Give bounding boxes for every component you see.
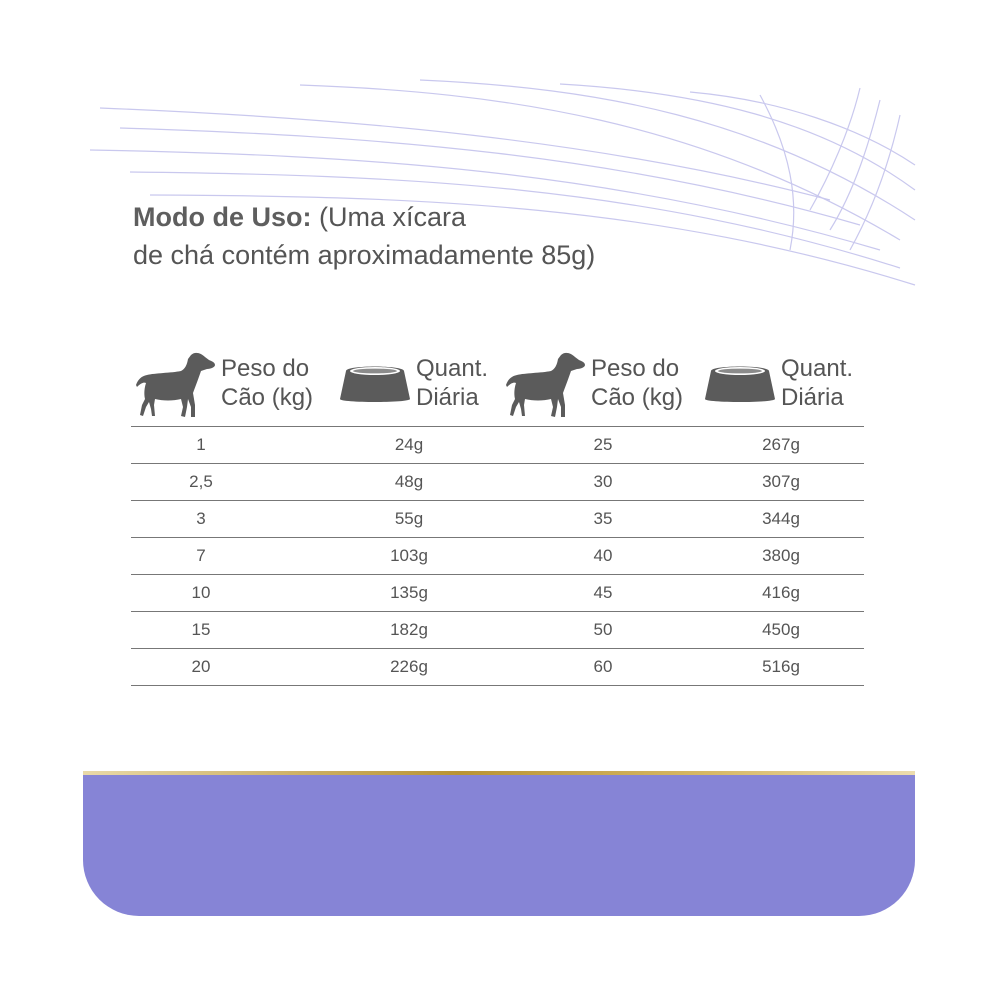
daily-amount-cell: 48g	[394, 472, 424, 491]
dog-weight-cell: 20	[191, 657, 211, 676]
daily-amount-cell: 516g	[762, 657, 800, 676]
header-label-line1: Peso do	[591, 355, 680, 382]
feeding-table	[131, 426, 864, 686]
daily-amount-cell: 267g	[762, 435, 800, 454]
usage-heading-bold: Modo de Uso:	[133, 202, 312, 232]
table-row	[131, 426, 864, 463]
header-label-line1: Quant.	[781, 355, 854, 382]
daily-amount-cell: 55g	[394, 509, 424, 528]
dog-weight-cell: 10	[191, 583, 211, 602]
dog-icon	[133, 347, 217, 419]
usage-heading-line2: de chá contém aproximadamente 85g)	[133, 240, 596, 270]
dog-weight-cell: 50	[593, 620, 613, 639]
table-row	[131, 463, 864, 500]
daily-amount-cell: 182g	[390, 620, 428, 639]
dog-icon	[503, 347, 587, 419]
daily-amount-cell: 450g	[762, 620, 800, 639]
header-label-line1: Quant.	[416, 355, 489, 382]
usage-heading	[133, 198, 595, 274]
header-label-line1: Peso do	[221, 355, 310, 382]
dog-weight-cell: 3	[196, 509, 206, 528]
dog-weight-cell: 25	[593, 435, 613, 454]
footer-band	[83, 772, 915, 916]
dog-weight-cell: 15	[191, 620, 211, 639]
header-daily-amount-1	[340, 346, 526, 420]
daily-amount-cell: 103g	[390, 546, 428, 565]
food-bowl-icon	[705, 363, 775, 403]
daily-amount-cell: 344g	[762, 509, 800, 528]
daily-amount-cell: 307g	[762, 472, 800, 491]
dog-weight-cell: 30	[593, 472, 613, 491]
header-dog-weight-2	[503, 346, 701, 420]
gold-trim	[83, 771, 915, 775]
usage-heading-text: (Uma xícara	[311, 202, 467, 232]
daily-amount-cell: 24g	[394, 435, 424, 454]
header-label-line2: Diária	[416, 384, 479, 411]
food-bowl-icon	[340, 363, 410, 403]
table-row	[131, 500, 864, 537]
daily-amount-cell: 135g	[390, 583, 428, 602]
table-row	[131, 537, 864, 574]
table-row	[131, 574, 864, 611]
header-dog-weight-1	[133, 346, 331, 420]
dog-weight-cell: 2,5	[189, 472, 213, 491]
header-label-line2: Diária	[781, 384, 844, 411]
dog-weight-cell: 1	[196, 435, 206, 454]
dog-weight-cell: 40	[593, 546, 613, 565]
daily-amount-cell: 416g	[762, 583, 800, 602]
dog-weight-cell: 60	[593, 657, 613, 676]
daily-amount-cell: 226g	[390, 657, 428, 676]
header-label-line2: Cão (kg)	[591, 384, 684, 411]
table-row	[131, 611, 864, 648]
header-daily-amount-2	[705, 346, 891, 420]
dog-weight-cell: 7	[196, 546, 206, 565]
daily-amount-cell: 380g	[762, 546, 800, 565]
table-row	[131, 648, 864, 686]
header-label-line2: Cão (kg)	[221, 384, 314, 411]
dog-weight-cell: 35	[593, 509, 613, 528]
dog-weight-cell: 45	[593, 583, 613, 602]
